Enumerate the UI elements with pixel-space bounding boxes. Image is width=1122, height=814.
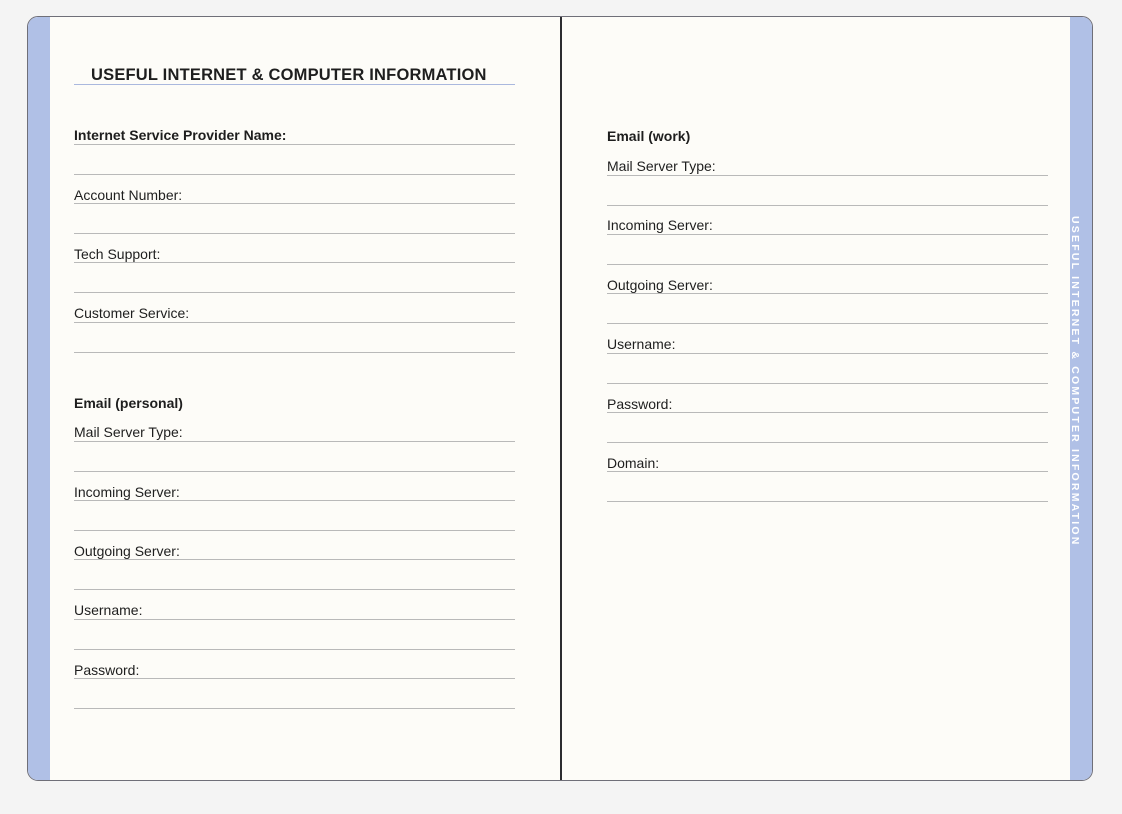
personal-username-line[interactable] [74, 619, 515, 620]
personal-password-line[interactable] [74, 678, 515, 679]
work-incoming-server-line-2[interactable] [607, 264, 1048, 265]
customer-service-line[interactable] [74, 322, 515, 323]
email-work-heading: Email (work) [607, 128, 691, 144]
work-domain-line-2[interactable] [607, 501, 1048, 502]
personal-incoming-server-label: Incoming Server: [74, 484, 180, 500]
work-username-label: Username: [607, 336, 676, 352]
isp-name-line-2[interactable] [74, 174, 515, 175]
left-page [74, 17, 515, 780]
work-password-line[interactable] [607, 412, 1048, 413]
work-outgoing-server-label: Outgoing Server: [607, 277, 713, 293]
right-page [607, 17, 1048, 780]
account-number-line-2[interactable] [74, 233, 515, 234]
work-domain-line[interactable] [607, 471, 1048, 472]
left-cover-edge [28, 17, 50, 780]
personal-mail-server-type-line-2[interactable] [74, 471, 515, 472]
account-number-label: Account Number: [74, 187, 183, 203]
side-tab-label: USEFUL INTERNET & COMPUTER INFORMATION [1069, 216, 1081, 547]
work-mail-server-type-line-2[interactable] [607, 205, 1048, 206]
personal-username-label: Username: [74, 602, 143, 618]
tech-support-label: Tech Support: [74, 246, 161, 262]
tech-support-line[interactable] [74, 262, 515, 263]
personal-username-line-2[interactable] [74, 649, 515, 650]
account-number-line[interactable] [74, 203, 515, 204]
title-underline [74, 84, 515, 85]
customer-service-label: Customer Service: [74, 305, 190, 321]
personal-password-label: Password: [74, 662, 140, 678]
personal-mail-server-type-label: Mail Server Type: [74, 424, 183, 440]
work-username-line[interactable] [607, 353, 1048, 354]
page-title: USEFUL INTERNET & COMPUTER INFORMATION [91, 66, 487, 84]
personal-incoming-server-line[interactable] [74, 500, 515, 501]
book-spine [560, 17, 562, 780]
isp-name-line[interactable] [74, 144, 515, 145]
work-mail-server-type-line[interactable] [607, 175, 1048, 176]
work-incoming-server-label: Incoming Server: [607, 217, 713, 233]
work-incoming-server-line[interactable] [607, 234, 1048, 235]
work-domain-label: Domain: [607, 455, 660, 471]
customer-service-line-2[interactable] [74, 352, 515, 353]
tech-support-line-2[interactable] [74, 292, 515, 293]
work-outgoing-server-line-2[interactable] [607, 323, 1048, 324]
personal-password-line-2[interactable] [74, 708, 515, 709]
personal-outgoing-server-label: Outgoing Server: [74, 543, 180, 559]
work-username-line-2[interactable] [607, 383, 1048, 384]
isp-name-label: Internet Service Provider Name: [74, 127, 287, 143]
personal-outgoing-server-line-2[interactable] [74, 589, 515, 590]
email-personal-heading: Email (personal) [74, 395, 183, 411]
work-outgoing-server-line[interactable] [607, 293, 1048, 294]
planner-spread [27, 16, 1093, 781]
work-password-label: Password: [607, 396, 673, 412]
work-password-line-2[interactable] [607, 442, 1048, 443]
personal-outgoing-server-line[interactable] [74, 559, 515, 560]
personal-incoming-server-line-2[interactable] [74, 530, 515, 531]
personal-mail-server-type-line[interactable] [74, 441, 515, 442]
work-mail-server-type-label: Mail Server Type: [607, 158, 716, 174]
